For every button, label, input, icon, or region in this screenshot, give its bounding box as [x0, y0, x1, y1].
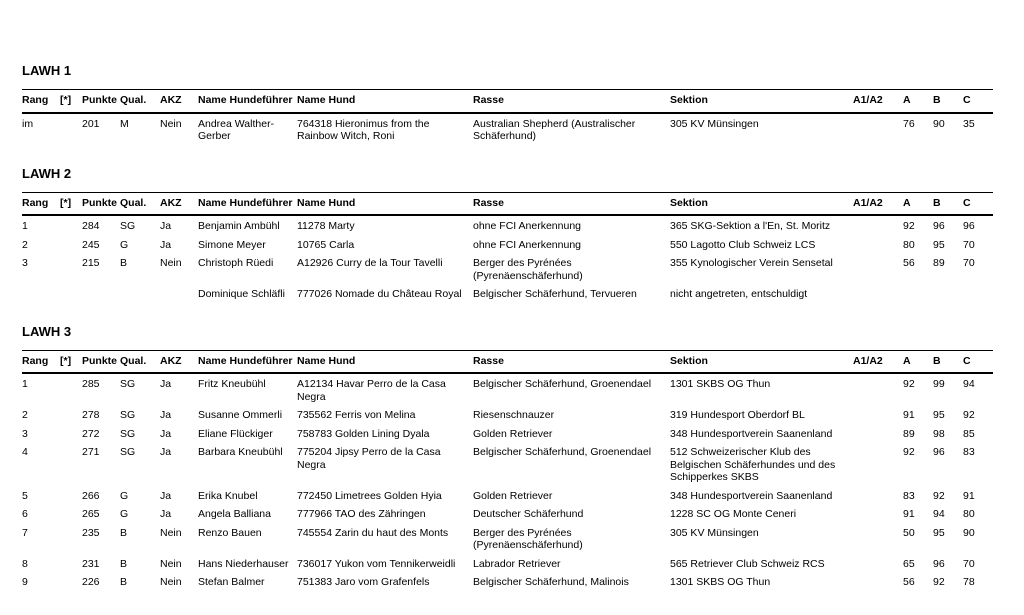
section-lawh-2: [22, 167, 993, 303]
column-header: AKZ: [160, 192, 198, 215]
cell: 9: [22, 576, 28, 588]
column-header: Rasse: [473, 192, 670, 215]
cell: 777966 TAO des Zähringen: [297, 508, 426, 520]
cell: [120, 284, 160, 303]
column-header: AKZ: [160, 350, 198, 373]
cell: Renzo Bauen: [198, 526, 262, 539]
cell: [22, 284, 60, 303]
table-row: [22, 554, 993, 573]
cell: 80: [963, 508, 975, 520]
cell: [853, 235, 903, 254]
table-row: [22, 572, 993, 591]
cell: Barbara Kneubühl: [198, 446, 283, 458]
column-header: AKZ: [160, 90, 198, 113]
table-row: [22, 523, 993, 554]
cell: 201: [82, 117, 100, 130]
cell: 3: [22, 427, 28, 440]
table-row: [22, 215, 993, 235]
cell: 92: [963, 409, 975, 421]
cell: 775204 Jipsy Perro de la Casa Negra: [297, 446, 441, 471]
cell: Fritz Kneubühl: [198, 378, 266, 390]
cell: nicht angetreten, entschuldigt: [670, 288, 808, 300]
column-header: Name Hundeführer: [198, 90, 297, 113]
cell: im: [22, 117, 34, 130]
cell: 91: [903, 508, 915, 520]
cell: 764318 Hieronimus from the Rainbow Witch, Roni: [297, 117, 430, 142]
cell: 751383 Jaro vom Grafenfels: [297, 576, 430, 588]
cell: 6: [22, 508, 28, 520]
cell: SG: [120, 378, 136, 390]
cell: 83: [963, 446, 975, 458]
cell: [60, 504, 82, 523]
cell: 10765 Carla: [297, 238, 355, 251]
cell: Ja: [160, 409, 172, 421]
cell: 226: [82, 576, 100, 588]
cell: 70: [963, 557, 975, 570]
cell: [60, 113, 82, 145]
table-row: [22, 113, 993, 145]
column-header: Name Hund: [297, 90, 473, 113]
cell: 736017 Yukon vom Tennikerweidli: [297, 557, 456, 570]
cell: [853, 215, 903, 235]
column-header: Rasse: [473, 350, 670, 373]
cell: 90: [963, 526, 975, 539]
cell: Belgischer Schäferhund, Tervueren: [473, 288, 637, 300]
cell: Benjamin Ambühl: [198, 220, 280, 232]
results-content: [22, 64, 993, 591]
cell: 512 Schweizerischer Klub des Belgischen Schäferhundes und des Schipperkes SKBS: [670, 446, 836, 483]
cell: 94: [963, 378, 975, 390]
cell: Nein: [160, 557, 182, 570]
column-header: Qual.: [120, 90, 160, 113]
cell: B: [120, 257, 128, 269]
cell: M: [120, 117, 129, 130]
cell: [933, 284, 963, 303]
cell: Angela Balliana: [198, 508, 271, 520]
cell: B: [120, 576, 128, 588]
table-row: [22, 486, 993, 505]
cell: 90: [933, 117, 945, 130]
cell: 278: [82, 409, 100, 421]
cell: B: [120, 526, 128, 539]
cell: 65: [903, 557, 915, 570]
column-header: Name Hund: [297, 350, 473, 373]
cell: [160, 284, 198, 303]
cell: 271: [82, 446, 100, 458]
cell: 1: [22, 220, 28, 232]
cell: 231: [82, 557, 100, 570]
section-title: LAWH 2: [22, 165, 72, 181]
cell: 215: [82, 257, 100, 269]
cell: 348 Hundesportverein Saanenland: [670, 427, 833, 440]
cell: [853, 373, 903, 405]
cell: 89: [933, 257, 945, 269]
cell: 80: [903, 238, 915, 251]
cell: 98: [933, 427, 945, 440]
cell: 11278 Marty: [297, 220, 355, 232]
cell: [963, 284, 993, 303]
cell: 735562 Ferris von Melina: [297, 409, 416, 421]
cell: Dominique Schläfli: [198, 288, 285, 300]
cell: Ja: [160, 508, 172, 520]
column-header: A1/A2: [853, 192, 903, 215]
column-header: [*]: [60, 90, 82, 113]
column-header: Name Hundeführer: [198, 192, 297, 215]
cell: 95: [933, 409, 945, 421]
cell: Christoph Rüedi: [198, 257, 274, 269]
cell: 1: [22, 378, 28, 390]
column-header: Sektion: [670, 350, 853, 373]
column-header: C: [963, 350, 993, 373]
cell: [853, 424, 903, 443]
column-header: A: [903, 90, 933, 113]
cell: [853, 523, 903, 554]
cell: Australian Shepherd (Australischer Schäferhund): [473, 117, 636, 142]
cell: 78: [963, 576, 975, 588]
cell: [853, 504, 903, 523]
column-header: B: [933, 192, 963, 215]
column-header: A1/A2: [853, 90, 903, 113]
cell: Nein: [160, 526, 182, 539]
cell: 745554 Zarin du haut des Monts: [297, 526, 449, 539]
column-header: Punkte: [82, 192, 120, 215]
table-row: [22, 284, 993, 303]
cell: [60, 523, 82, 554]
cell: Ja: [160, 378, 172, 390]
cell: 56: [903, 257, 915, 269]
cell: [60, 554, 82, 573]
column-header: Sektion: [670, 192, 853, 215]
table-row: [22, 442, 993, 486]
cell: 305 KV Münsingen: [670, 117, 759, 130]
cell: Nein: [160, 257, 182, 269]
column-header: B: [933, 90, 963, 113]
column-header: Rang: [22, 90, 60, 113]
cell: 266: [82, 489, 100, 502]
column-header: Rang: [22, 350, 60, 373]
cell: 99: [933, 378, 945, 390]
cell: Labrador Retriever: [473, 557, 561, 570]
cell: 4: [22, 446, 28, 458]
cell: G: [120, 489, 129, 502]
cell: 1228 SC OG Monte Ceneri: [670, 508, 797, 520]
column-header: [*]: [60, 192, 82, 215]
cell: 550 Lagotto Club Schweiz LCS: [670, 238, 816, 251]
cell: 2: [22, 238, 28, 251]
cell: Ja: [160, 427, 172, 440]
cell: 94: [933, 508, 945, 520]
cell: 8: [22, 557, 28, 570]
cell: 92: [903, 378, 915, 390]
column-header: A: [903, 350, 933, 373]
cell: [903, 284, 933, 303]
column-header: Punkte: [82, 350, 120, 373]
cell: Deutscher Schäferhund: [473, 508, 584, 520]
cell: G: [120, 508, 129, 520]
cell: 96: [933, 220, 945, 232]
results-table: [22, 89, 993, 145]
cell: 305 KV Münsingen: [670, 526, 759, 539]
cell: [60, 215, 82, 235]
cell: [60, 235, 82, 254]
cell: Berger des Pyrénées (Pyrenäenschäferhund): [473, 526, 583, 551]
cell: Golden Retriever: [473, 489, 553, 502]
cell: 56: [903, 576, 915, 588]
cell: [60, 373, 82, 405]
column-header: Sektion: [670, 90, 853, 113]
cell: [60, 424, 82, 443]
cell: 35: [963, 117, 975, 130]
column-header: C: [963, 90, 993, 113]
cell: [60, 486, 82, 505]
cell: 50: [903, 526, 915, 539]
cell: 96: [933, 557, 945, 570]
cell: 96: [963, 220, 975, 232]
cell: ohne FCI Anerkennung: [473, 238, 581, 251]
header-row: [22, 350, 993, 373]
cell: SG: [120, 446, 136, 458]
cell: [853, 405, 903, 424]
column-header: [*]: [60, 350, 82, 373]
cell: G: [120, 238, 129, 251]
column-header: Rasse: [473, 90, 670, 113]
cell: [853, 572, 903, 591]
column-header: A1/A2: [853, 350, 903, 373]
cell: [853, 554, 903, 573]
table-row: [22, 424, 993, 443]
cell: Stefan Balmer: [198, 576, 265, 588]
cell: ohne FCI Anerkennung: [473, 220, 581, 232]
cell: Nein: [160, 117, 182, 130]
section-title: LAWH 3: [22, 323, 72, 339]
cell: 348 Hundesportverein Saanenland: [670, 489, 833, 502]
cell: 92: [933, 576, 945, 588]
results-table: [22, 192, 993, 303]
cell: Ja: [160, 446, 172, 458]
cell: [60, 442, 82, 486]
column-header: Name Hundeführer: [198, 350, 297, 373]
cell: SG: [120, 427, 136, 440]
cell: 91: [963, 489, 975, 502]
table-row: [22, 373, 993, 405]
cell: A12926 Curry de la Tour Tavelli: [297, 257, 443, 269]
cell: 319 Hundesport Oberdorf BL: [670, 409, 805, 421]
cell: Riesenschnauzer: [473, 409, 555, 421]
results-table: [22, 350, 993, 591]
cell: 365 SKG-Sektion a l'En, St. Moritz: [670, 220, 831, 232]
cell: 772450 Limetrees Golden Hyia: [297, 489, 442, 502]
section-title: LAWH 1: [22, 63, 72, 78]
cell: 92: [933, 489, 945, 502]
cell: [853, 253, 903, 284]
cell: [60, 572, 82, 591]
cell: 5: [22, 489, 28, 502]
column-header: Qual.: [120, 192, 160, 215]
cell: 235: [82, 526, 100, 539]
cell: [82, 284, 120, 303]
cell: SG: [120, 220, 136, 232]
cell: 89: [903, 427, 915, 440]
column-header: Name Hund: [297, 192, 473, 215]
cell: 1301 SKBS OG Thun: [670, 378, 771, 390]
cell: 777026 Nomade du Château Royal: [297, 288, 462, 300]
cell: Hans Niederhauser: [198, 557, 289, 570]
cell: 95: [933, 238, 945, 251]
cell: Ja: [160, 238, 172, 251]
column-header: Rang: [22, 192, 60, 215]
cell: 2: [22, 409, 28, 421]
cell: 70: [963, 238, 975, 251]
cell: Erika Knubel: [198, 489, 258, 502]
cell: Golden Retriever: [473, 427, 553, 440]
cell: Susanne Ommerli: [198, 409, 283, 421]
cell: 7: [22, 526, 28, 539]
cell: 70: [963, 257, 975, 269]
cell: [853, 486, 903, 505]
column-header: B: [933, 350, 963, 373]
cell: [853, 284, 903, 303]
cell: Berger des Pyrénées (Pyrenäenschäferhund): [473, 257, 583, 282]
cell: [853, 442, 903, 486]
cell: Ja: [160, 489, 172, 502]
column-header: Punkte: [82, 90, 120, 113]
cell: A12134 Havar Perro de la Casa Negra: [297, 378, 446, 403]
cell: 265: [82, 508, 100, 520]
cell: 355 Kynologischer Verein Sensetal: [670, 257, 833, 269]
cell: [60, 253, 82, 284]
column-header: C: [963, 192, 993, 215]
table-row: [22, 235, 993, 254]
cell: SG: [120, 409, 136, 421]
cell: 1301 SKBS OG Thun: [670, 576, 771, 588]
cell: 758783 Golden Lining Dyala: [297, 427, 430, 440]
cell: B: [120, 557, 128, 570]
cell: Andrea Walther-Gerber: [198, 117, 275, 142]
section-lawh-3: [22, 325, 993, 591]
cell: 83: [903, 489, 915, 502]
cell: Nein: [160, 576, 182, 588]
cell: 272: [82, 427, 100, 440]
header-row: [22, 90, 993, 113]
column-header: Qual.: [120, 350, 160, 373]
cell: 565 Retriever Club Schweiz RCS: [670, 557, 825, 570]
cell: Eliane Flückiger: [198, 427, 273, 440]
cell: 91: [903, 409, 915, 421]
cell: Simone Meyer: [198, 238, 266, 251]
cell: 92: [903, 446, 915, 458]
table-row: [22, 253, 993, 284]
cell: 284: [82, 220, 100, 232]
section-lawh-1: [22, 64, 993, 145]
cell: 285: [82, 378, 100, 390]
cell: 245: [82, 238, 100, 251]
cell: Belgischer Schäferhund, Groenendael: [473, 378, 652, 390]
cell: [60, 284, 82, 303]
cell: 85: [963, 427, 975, 440]
cell: 95: [933, 526, 945, 539]
cell: 76: [903, 117, 915, 130]
cell: 92: [903, 220, 915, 232]
cell: Belgischer Schäferhund, Malinois: [473, 576, 629, 588]
cell: 3: [22, 257, 28, 269]
cell: [60, 405, 82, 424]
column-header: A: [903, 192, 933, 215]
table-row: [22, 405, 993, 424]
cell: [853, 113, 903, 145]
cell: Belgischer Schäferhund, Groenendael: [473, 446, 652, 458]
table-row: [22, 504, 993, 523]
cell: 96: [933, 446, 945, 458]
header-row: [22, 192, 993, 215]
cell: Ja: [160, 220, 172, 232]
